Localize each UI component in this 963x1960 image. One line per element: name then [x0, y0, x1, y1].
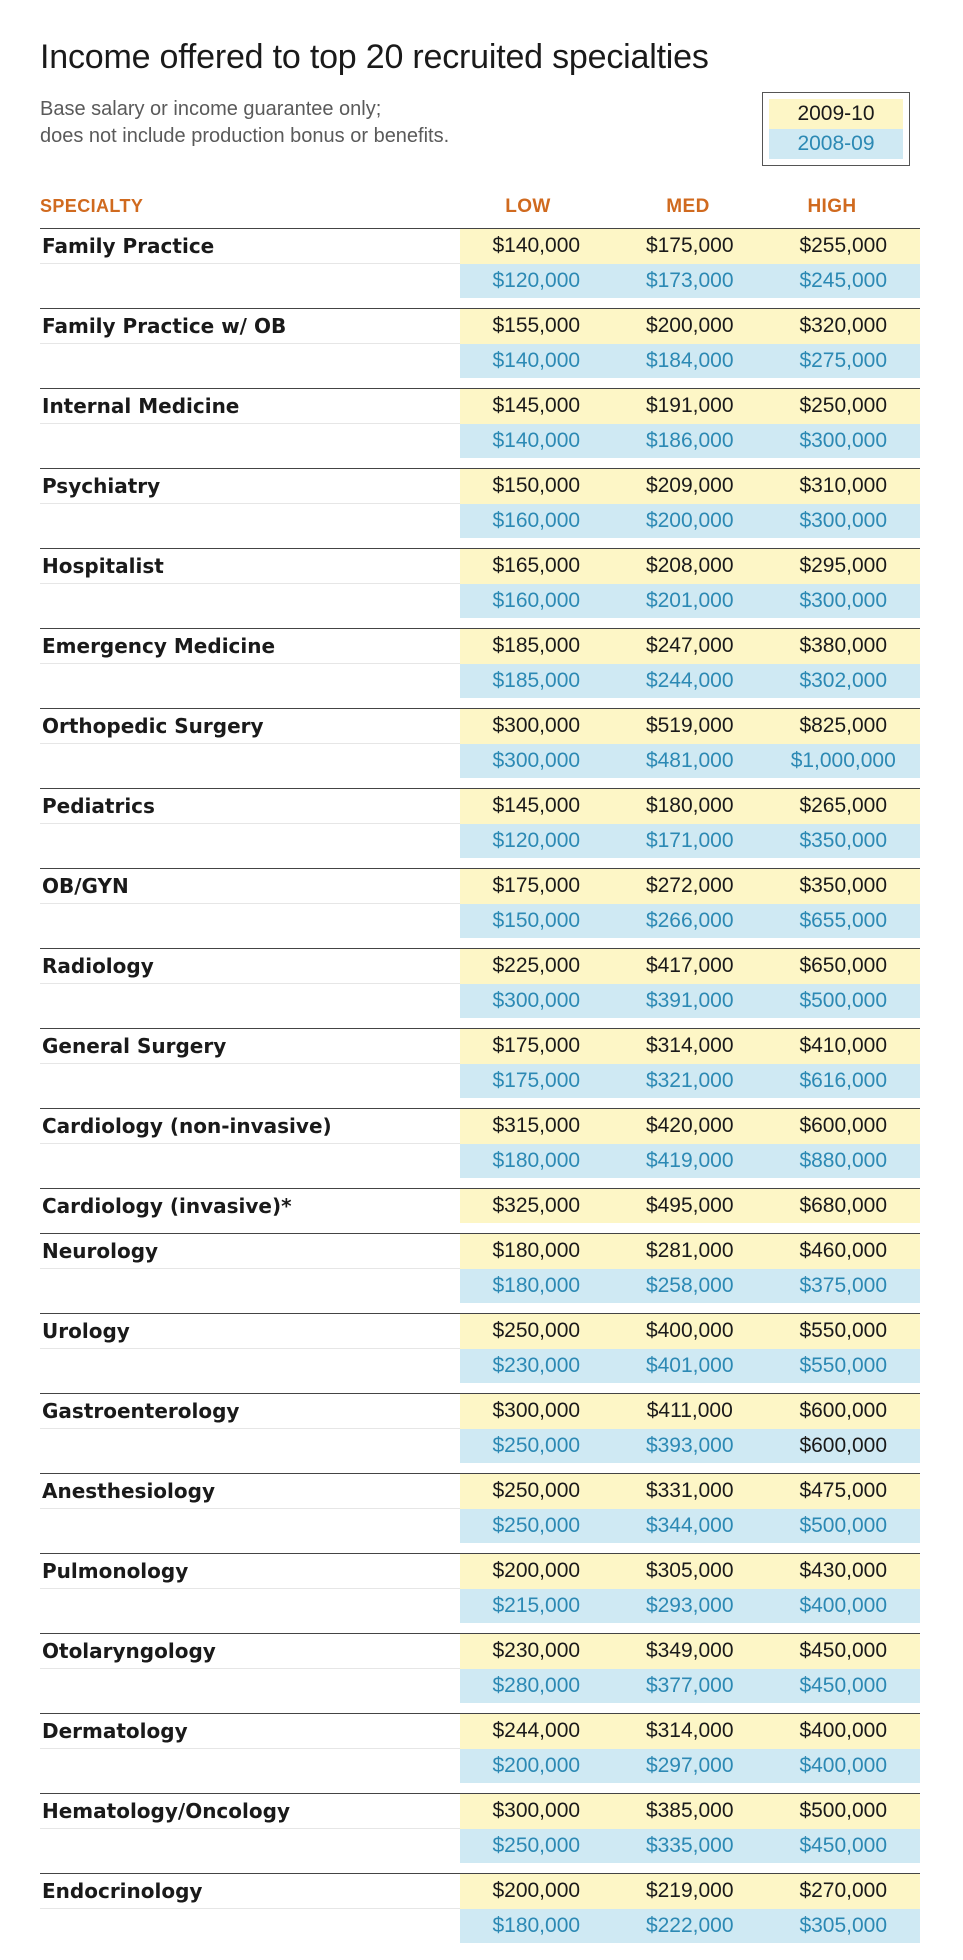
value-2008-low: $250,000 — [460, 1829, 613, 1864]
value-2008-low: $180,000 — [460, 1269, 613, 1304]
value-2009-med: $495,000 — [613, 1189, 766, 1224]
value-2008-low: $140,000 — [460, 424, 613, 459]
specialty-blank — [40, 1829, 460, 1864]
value-2009-high: $430,000 — [767, 1554, 921, 1589]
specialty-blank — [40, 1269, 460, 1304]
value-2009-high: $255,000 — [767, 229, 921, 264]
value-2008-low: $230,000 — [460, 1349, 613, 1384]
table-row-2008-09 — [40, 584, 920, 619]
table-row-2008-09 — [40, 504, 920, 539]
value-2009-high: $450,000 — [767, 1634, 921, 1669]
value-2009-low: $145,000 — [460, 789, 613, 824]
value-2009-high: $460,000 — [767, 1234, 921, 1269]
value-2008-med: $335,000 — [613, 1829, 766, 1864]
value-2008-high: $275,000 — [767, 344, 921, 379]
row-spacer — [40, 1463, 920, 1474]
value-2009-med: $180,000 — [613, 789, 766, 824]
row-spacer — [40, 1098, 920, 1109]
table-row-2008-09 — [40, 904, 920, 939]
specialty-name: Anesthesiology — [40, 1474, 460, 1509]
specialty-blank — [40, 1749, 460, 1784]
value-2009-low: $250,000 — [460, 1474, 613, 1509]
value-2009-med: $281,000 — [613, 1234, 766, 1269]
value-2009-high: $310,000 — [767, 469, 921, 504]
table-row-2009-10 — [40, 709, 920, 744]
value-2008-med: $201,000 — [613, 584, 766, 619]
specialty-name: Endocrinology — [40, 1874, 460, 1909]
value-2008-med: $401,000 — [613, 1349, 766, 1384]
value-2008-med: $393,000 — [613, 1429, 766, 1464]
column-header-med: MED — [666, 196, 710, 217]
specialty-name: Pediatrics — [40, 789, 460, 824]
value-2009-high: $400,000 — [767, 1714, 921, 1749]
value-2008-high: $600,000 — [767, 1429, 921, 1464]
value-2008-med: $171,000 — [613, 824, 766, 859]
row-spacer — [40, 698, 920, 709]
specialty-blank — [40, 1429, 460, 1464]
specialty-name: Urology — [40, 1314, 460, 1349]
legend-2009-10: 2009-10 — [769, 99, 903, 129]
specialty-blank — [40, 824, 460, 859]
column-header-specialty: SPECIALTY — [40, 196, 144, 216]
table-row-2009-10 — [40, 1394, 920, 1429]
value-2008-low: $180,000 — [460, 1909, 613, 1944]
table-row-2009-10 — [40, 469, 920, 504]
table-row-2008-09 — [40, 1669, 920, 1704]
value-2009-med: $349,000 — [613, 1634, 766, 1669]
value-2009-med: $200,000 — [613, 309, 766, 344]
value-2009-high: $320,000 — [767, 309, 921, 344]
value-2008-med: $293,000 — [613, 1589, 766, 1624]
specialty-blank — [40, 1669, 460, 1704]
value-2009-high: $270,000 — [767, 1874, 921, 1909]
table-row-2009-10 — [40, 1554, 920, 1589]
value-2009-high: $295,000 — [767, 549, 921, 584]
table-row-2008-09 — [40, 1064, 920, 1099]
value-2009-med: $417,000 — [613, 949, 766, 984]
row-spacer — [40, 938, 920, 949]
value-2008-med: $173,000 — [613, 264, 766, 299]
value-2009-low: $145,000 — [460, 389, 613, 424]
value-2008-med: $266,000 — [613, 904, 766, 939]
subtitle-line-1: Base salary or income guarantee only; — [40, 98, 382, 120]
value-2009-med: $191,000 — [613, 389, 766, 424]
value-2009-med: $420,000 — [613, 1109, 766, 1144]
value-2008-high: $550,000 — [767, 1349, 921, 1384]
table-row-2009-10 — [40, 1874, 920, 1909]
value-2008-high: $350,000 — [767, 824, 921, 859]
value-2008-low: $150,000 — [460, 904, 613, 939]
value-2008-high: $300,000 — [767, 424, 921, 459]
value-2009-high: $380,000 — [767, 629, 921, 664]
value-2008-low: $200,000 — [460, 1749, 613, 1784]
specialty-name: Pulmonology — [40, 1554, 460, 1589]
table-row-2009-10 — [40, 1109, 920, 1144]
specialty-blank — [40, 1064, 460, 1099]
value-2008-low: $185,000 — [460, 664, 613, 699]
subtitle-line-2: does not include production bonus or benefits. — [40, 125, 450, 147]
value-2009-high: $550,000 — [767, 1314, 921, 1349]
value-2009-low: $180,000 — [460, 1234, 613, 1269]
value-2008-low: $215,000 — [460, 1589, 613, 1624]
specialty-name: Radiology — [40, 949, 460, 984]
value-2008-med: $344,000 — [613, 1509, 766, 1544]
value-2008-low: $300,000 — [460, 744, 613, 779]
value-2009-med: $209,000 — [613, 469, 766, 504]
value-2009-low: $175,000 — [460, 1029, 613, 1064]
specialty-name: Dermatology — [40, 1714, 460, 1749]
legend — [762, 92, 910, 166]
value-2009-med: $331,000 — [613, 1474, 766, 1509]
table-row-2009-10 — [40, 949, 920, 984]
value-2009-high: $650,000 — [767, 949, 921, 984]
value-2008-high: $245,000 — [767, 264, 921, 299]
table-row-2008-09 — [40, 1509, 920, 1544]
table-row-2009-10 — [40, 1234, 920, 1269]
value-2009-high: $475,000 — [767, 1474, 921, 1509]
value-2009-high: $350,000 — [767, 869, 921, 904]
value-2009-low: $250,000 — [460, 1314, 613, 1349]
row-spacer — [40, 1623, 920, 1634]
row-spacer — [40, 1018, 920, 1029]
value-2008-med: $391,000 — [613, 984, 766, 1019]
table-row-2009-10 — [40, 229, 920, 264]
value-2009-high: $825,000 — [767, 709, 921, 744]
row-spacer — [40, 1863, 920, 1874]
table-row-2009-10 — [40, 1189, 920, 1224]
row-spacer — [40, 1178, 920, 1189]
table-row-2008-09 — [40, 984, 920, 1019]
row-spacer — [40, 858, 920, 869]
value-2009-high: $410,000 — [767, 1029, 921, 1064]
value-2009-med: $305,000 — [613, 1554, 766, 1589]
specialty-name: Family Practice w/ OB — [40, 309, 460, 344]
specialty-blank — [40, 904, 460, 939]
value-2008-med: $184,000 — [613, 344, 766, 379]
specialty-blank — [40, 664, 460, 699]
table-row-2009-10 — [40, 389, 920, 424]
value-2009-med: $411,000 — [613, 1394, 766, 1429]
specialty-blank — [40, 1909, 460, 1944]
value-2009-med: $247,000 — [613, 629, 766, 664]
chart-title: Income offered to top 20 recruited specialties — [40, 38, 709, 76]
value-2008-med: $377,000 — [613, 1669, 766, 1704]
value-2008-low: $280,000 — [460, 1669, 613, 1704]
value-2008-high: $400,000 — [767, 1749, 921, 1784]
table-row-2009-10 — [40, 1314, 920, 1349]
row-spacer — [40, 538, 920, 549]
value-2009-low: $155,000 — [460, 309, 613, 344]
value-2008-high: $500,000 — [767, 1509, 921, 1544]
value-2008-low: $140,000 — [460, 344, 613, 379]
value-2008-med: $222,000 — [613, 1909, 766, 1944]
value-2009-high: $600,000 — [767, 1109, 921, 1144]
value-2009-low: $315,000 — [460, 1109, 613, 1144]
value-2008-low: $160,000 — [460, 584, 613, 619]
value-2008-high: $400,000 — [767, 1589, 921, 1624]
specialty-blank — [40, 264, 460, 299]
value-2008-high: $375,000 — [767, 1269, 921, 1304]
value-2008-med: $258,000 — [613, 1269, 766, 1304]
value-2008-med: $297,000 — [613, 1749, 766, 1784]
value-2008-high: $450,000 — [767, 1829, 921, 1864]
value-2008-high: $305,000 — [767, 1909, 921, 1944]
value-2008-high: $880,000 — [767, 1144, 921, 1179]
value-2009-low: $225,000 — [460, 949, 613, 984]
value-2008-high: $302,000 — [767, 664, 921, 699]
row-spacer — [40, 1703, 920, 1714]
value-2008-med: $321,000 — [613, 1064, 766, 1099]
specialty-name: OB/GYN — [40, 869, 460, 904]
table-row-2008-09 — [40, 1829, 920, 1864]
table-row-2008-09 — [40, 1349, 920, 1384]
table-row-2009-10 — [40, 549, 920, 584]
value-2009-high: $265,000 — [767, 789, 921, 824]
table-row-2009-10 — [40, 1029, 920, 1064]
row-spacer — [40, 298, 920, 309]
value-2009-med: $272,000 — [613, 869, 766, 904]
value-2009-high: $500,000 — [767, 1794, 921, 1829]
value-2008-high: $450,000 — [767, 1669, 921, 1704]
table-row-2009-10 — [40, 789, 920, 824]
specialty-name: Orthopedic Surgery — [40, 709, 460, 744]
specialty-name: Internal Medicine — [40, 389, 460, 424]
table-row-2009-10 — [40, 1794, 920, 1829]
specialty-name: Emergency Medicine — [40, 629, 460, 664]
value-2008-low: $300,000 — [460, 984, 613, 1019]
specialty-name: Gastroenterology — [40, 1394, 460, 1429]
row-spacer — [40, 1223, 920, 1234]
value-2008-low: $250,000 — [460, 1509, 613, 1544]
value-2009-low: $200,000 — [460, 1554, 613, 1589]
table-row-2009-10 — [40, 869, 920, 904]
value-2008-low: $160,000 — [460, 504, 613, 539]
specialty-name: Hematology/Oncology — [40, 1794, 460, 1829]
value-2009-low: $200,000 — [460, 1874, 613, 1909]
table-row-2009-10 — [40, 309, 920, 344]
specialty-blank — [40, 1144, 460, 1179]
table-row-2008-09 — [40, 1269, 920, 1304]
value-2009-med: $519,000 — [613, 709, 766, 744]
value-2008-med: $419,000 — [613, 1144, 766, 1179]
value-2008-med: $481,000 — [613, 744, 766, 779]
specialty-blank — [40, 584, 460, 619]
table-row-2008-09 — [40, 1909, 920, 1944]
specialty-blank — [40, 984, 460, 1019]
row-spacer — [40, 1383, 920, 1394]
value-2008-high: $500,000 — [767, 984, 921, 1019]
row-spacer — [40, 458, 920, 469]
specialty-blank — [40, 424, 460, 459]
table-row-2008-09 — [40, 1144, 920, 1179]
value-2009-med: $400,000 — [613, 1314, 766, 1349]
specialty-name: Neurology — [40, 1234, 460, 1269]
table-row-2009-10 — [40, 1634, 920, 1669]
value-2009-low: $150,000 — [460, 469, 613, 504]
table-row-2008-09 — [40, 1429, 920, 1464]
legend-2008-09: 2008-09 — [769, 129, 903, 159]
table-body — [40, 229, 920, 1944]
specialty-blank — [40, 344, 460, 379]
row-spacer — [40, 618, 920, 629]
column-header-low: LOW — [505, 196, 551, 217]
value-2009-med: $385,000 — [613, 1794, 766, 1829]
specialty-name: Psychiatry — [40, 469, 460, 504]
row-spacer — [40, 378, 920, 389]
table-row-2008-09 — [40, 264, 920, 299]
value-2009-low: $325,000 — [460, 1189, 613, 1224]
table-row-2008-09 — [40, 664, 920, 699]
table-row-2008-09 — [40, 344, 920, 379]
specialty-blank — [40, 1509, 460, 1544]
value-2008-low: $250,000 — [460, 1429, 613, 1464]
table-row-2009-10 — [40, 629, 920, 664]
table-row-2008-09 — [40, 824, 920, 859]
value-2008-high: $616,000 — [767, 1064, 921, 1099]
value-2009-low: $300,000 — [460, 1794, 613, 1829]
value-2009-low: $230,000 — [460, 1634, 613, 1669]
table-row-2008-09 — [40, 1589, 920, 1624]
value-2009-med: $314,000 — [613, 1714, 766, 1749]
specialty-name: Hospitalist — [40, 549, 460, 584]
specialty-blank — [40, 504, 460, 539]
row-spacer — [40, 1783, 920, 1794]
value-2009-med: $175,000 — [613, 229, 766, 264]
value-2008-high: $1,000,000 — [767, 744, 921, 779]
value-2008-high: $300,000 — [767, 504, 921, 539]
value-2009-med: $314,000 — [613, 1029, 766, 1064]
row-spacer — [40, 1303, 920, 1314]
column-header-high: HIGH — [807, 196, 857, 217]
value-2008-med: $200,000 — [613, 504, 766, 539]
specialty-blank — [40, 1589, 460, 1624]
chart-subtitle — [40, 96, 449, 150]
income-table — [40, 228, 920, 1943]
table-row-2008-09 — [40, 744, 920, 779]
value-2008-low: $175,000 — [460, 1064, 613, 1099]
table-row-2009-10 — [40, 1714, 920, 1749]
value-2009-low: $300,000 — [460, 709, 613, 744]
value-2008-med: $244,000 — [613, 664, 766, 699]
value-2008-low: $120,000 — [460, 824, 613, 859]
table-row-2009-10 — [40, 1474, 920, 1509]
row-spacer — [40, 1543, 920, 1554]
value-2009-low: $244,000 — [460, 1714, 613, 1749]
row-spacer — [40, 778, 920, 789]
value-2009-low: $300,000 — [460, 1394, 613, 1429]
specialty-blank — [40, 744, 460, 779]
value-2009-high: $600,000 — [767, 1394, 921, 1429]
specialty-name: Cardiology (invasive)* — [40, 1189, 460, 1224]
value-2009-high: $680,000 — [767, 1189, 921, 1224]
value-2009-low: $185,000 — [460, 629, 613, 664]
value-2009-low: $175,000 — [460, 869, 613, 904]
value-2009-high: $250,000 — [767, 389, 921, 424]
value-2009-low: $140,000 — [460, 229, 613, 264]
specialty-blank — [40, 1349, 460, 1384]
specialty-name: Family Practice — [40, 229, 460, 264]
table-row-2008-09 — [40, 1749, 920, 1784]
specialty-name: Otolaryngology — [40, 1634, 460, 1669]
value-2009-low: $165,000 — [460, 549, 613, 584]
specialty-name: General Surgery — [40, 1029, 460, 1064]
value-2008-med: $186,000 — [613, 424, 766, 459]
value-2009-med: $208,000 — [613, 549, 766, 584]
value-2008-low: $120,000 — [460, 264, 613, 299]
table-row-2008-09 — [40, 424, 920, 459]
value-2009-med: $219,000 — [613, 1874, 766, 1909]
specialty-name: Cardiology (non-invasive) — [40, 1109, 460, 1144]
value-2008-high: $655,000 — [767, 904, 921, 939]
value-2008-low: $180,000 — [460, 1144, 613, 1179]
value-2008-high: $300,000 — [767, 584, 921, 619]
